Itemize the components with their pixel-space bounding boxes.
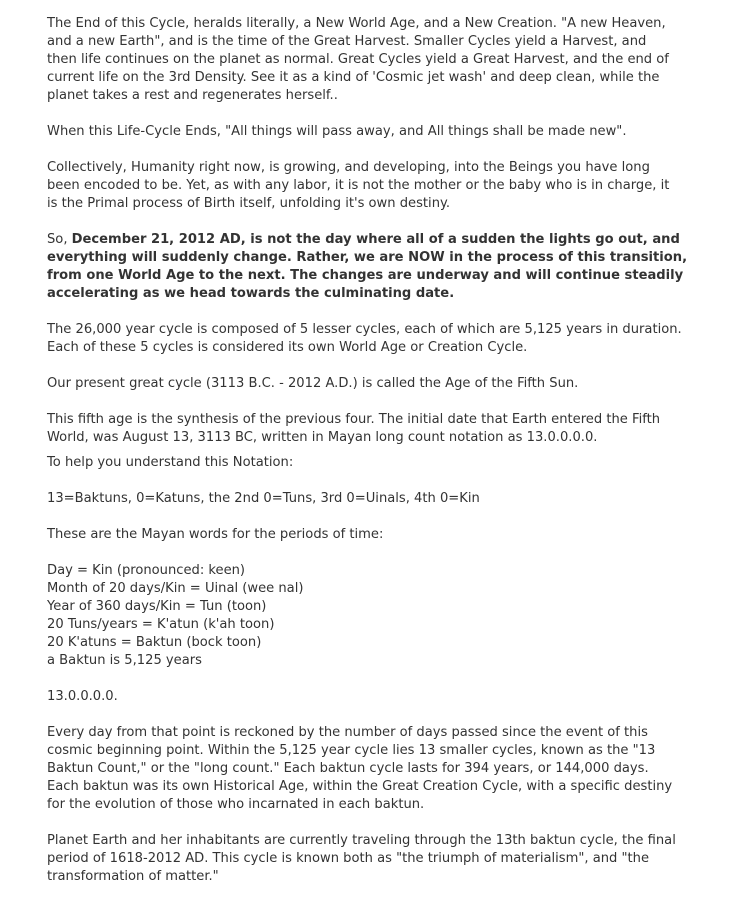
- text-line: current life on the 3rd Density. See it as a kind of 'Cosmic jet wash' and deep clean, while the: [47, 70, 660, 85]
- text-line: Baktun Count," or the "long count." Each baktun cycle lasts for 394 years, or 144,000 days.: [47, 761, 649, 776]
- paragraph-mayan-words-intro: [47, 526, 703, 544]
- text-line: Each of these 5 cycles is considered its own World Age or Creation Cycle.: [47, 340, 528, 355]
- text-line: transformation of matter.": [47, 869, 219, 884]
- paragraph-long-count-date: [47, 688, 703, 706]
- text-line: Every day from that point is reckoned by the number of days passed since the event of this: [47, 725, 648, 740]
- paragraph-baktun-count: [47, 724, 703, 814]
- period-item: Month of 20 days/Kin = Uinal (wee nal): [47, 581, 304, 596]
- text-line: These are the Mayan words for the periods of time:: [47, 527, 384, 542]
- text-line: then life continues on the planet as normal. Great Cycles yield a Great Harvest, and the end of: [47, 52, 669, 67]
- text-line: This fifth age is the synthesis of the previous four. The initial date that Earth entered the Fifth: [47, 412, 661, 427]
- bold-text-line: everything will suddenly change. Rather, we are NOW in the process of this transition,: [47, 250, 688, 265]
- period-item: Year of 360 days/Kin = Tun (toon): [47, 599, 267, 614]
- paragraph-13th-baktun: [47, 832, 703, 886]
- text-line: for the evolution of those who incarnated in each baktun.: [47, 797, 425, 812]
- paragraph-cycle-end: [47, 15, 703, 105]
- text-line: Collectively, Humanity right now, is growing, and developing, into the Beings you have long: [47, 160, 650, 175]
- text-line: and a new Earth", and is the time of the Great Harvest. Smaller Cycles yield a Harvest, and: [47, 34, 647, 49]
- bold-text: December 21, 2012 AD, is not the day where all of a sudden the lights go out, and: [71, 232, 680, 247]
- period-item: 20 K'atuns = Baktun (bock toon): [47, 635, 262, 650]
- text-line: Each baktun was its own Historical Age, within the Great Creation Cycle, with a specific destiny: [47, 779, 673, 794]
- text-line: To help you understand this Notation:: [47, 455, 294, 470]
- lead-text: So,: [47, 232, 72, 247]
- period-item: a Baktun is 5,125 years: [47, 653, 202, 668]
- text-line: Our present great cycle (3113 B.C. - 2012 A.D.) is called the Age of the Fifth Sun.: [47, 376, 579, 391]
- text-line: The 26,000 year cycle is composed of 5 lesser cycles, each of which are 5,125 years in duration.: [47, 322, 682, 337]
- paragraph-notation-intro: [47, 454, 703, 472]
- paragraph-notation: [47, 490, 703, 508]
- paragraph-life-cycle: [47, 123, 703, 141]
- text-line: [47, 231, 703, 249]
- period-item: Day = Kin (pronounced: keen): [47, 563, 246, 578]
- text-line: Planet Earth and her inhabitants are currently traveling through the 13th baktun cycle, the final: [47, 833, 676, 848]
- paragraph-humanity: [47, 159, 703, 213]
- text-line: 13=Baktuns, 0=Katuns, the 2nd 0=Tuns, 3rd 0=Uinals, 4th 0=Kin: [47, 491, 480, 506]
- text-line: World, was August 13, 3113 BC, written in Mayan long count notation as 13.0.0.0.0.: [47, 430, 598, 445]
- text-line: The End of this Cycle, heralds literally, a New World Age, and a New Creation. "A new Heaven,: [47, 16, 666, 31]
- paragraph-26000-year-cycle: [47, 321, 703, 357]
- text-line: cosmic beginning point. Within the 5,125 year cycle lies 13 smaller cycles, known as the "13: [47, 743, 656, 758]
- text-line: been encoded to be. Yet, as with any labor, it is not the mother or the baby who is in charge, it: [47, 178, 670, 193]
- paragraph-december-2012: [47, 231, 703, 303]
- list-mayan-periods: [47, 562, 703, 670]
- text-line: When this Life-Cycle Ends, "All things will pass away, and All things shall be made new".: [47, 124, 627, 139]
- bold-text-line: accelerating as we head towards the culminating date.: [47, 286, 455, 301]
- paragraph-fifth-sun: [47, 375, 703, 393]
- period-item: 20 Tuns/years = K'atun (k'ah toon): [47, 617, 275, 632]
- text-line: is the Primal process of Birth itself, unfolding it's own destiny.: [47, 196, 451, 211]
- text-line: 13.0.0.0.0.: [47, 689, 118, 704]
- text-line: planet takes a rest and regenerates herself..: [47, 88, 338, 103]
- bold-text-line: from one World Age to the next. The changes are underway and will continue steadily: [47, 268, 684, 283]
- text-line: period of 1618-2012 AD. This cycle is known both as "the triumph of materialism", and "the: [47, 851, 650, 866]
- paragraph-fifth-age: [47, 411, 703, 447]
